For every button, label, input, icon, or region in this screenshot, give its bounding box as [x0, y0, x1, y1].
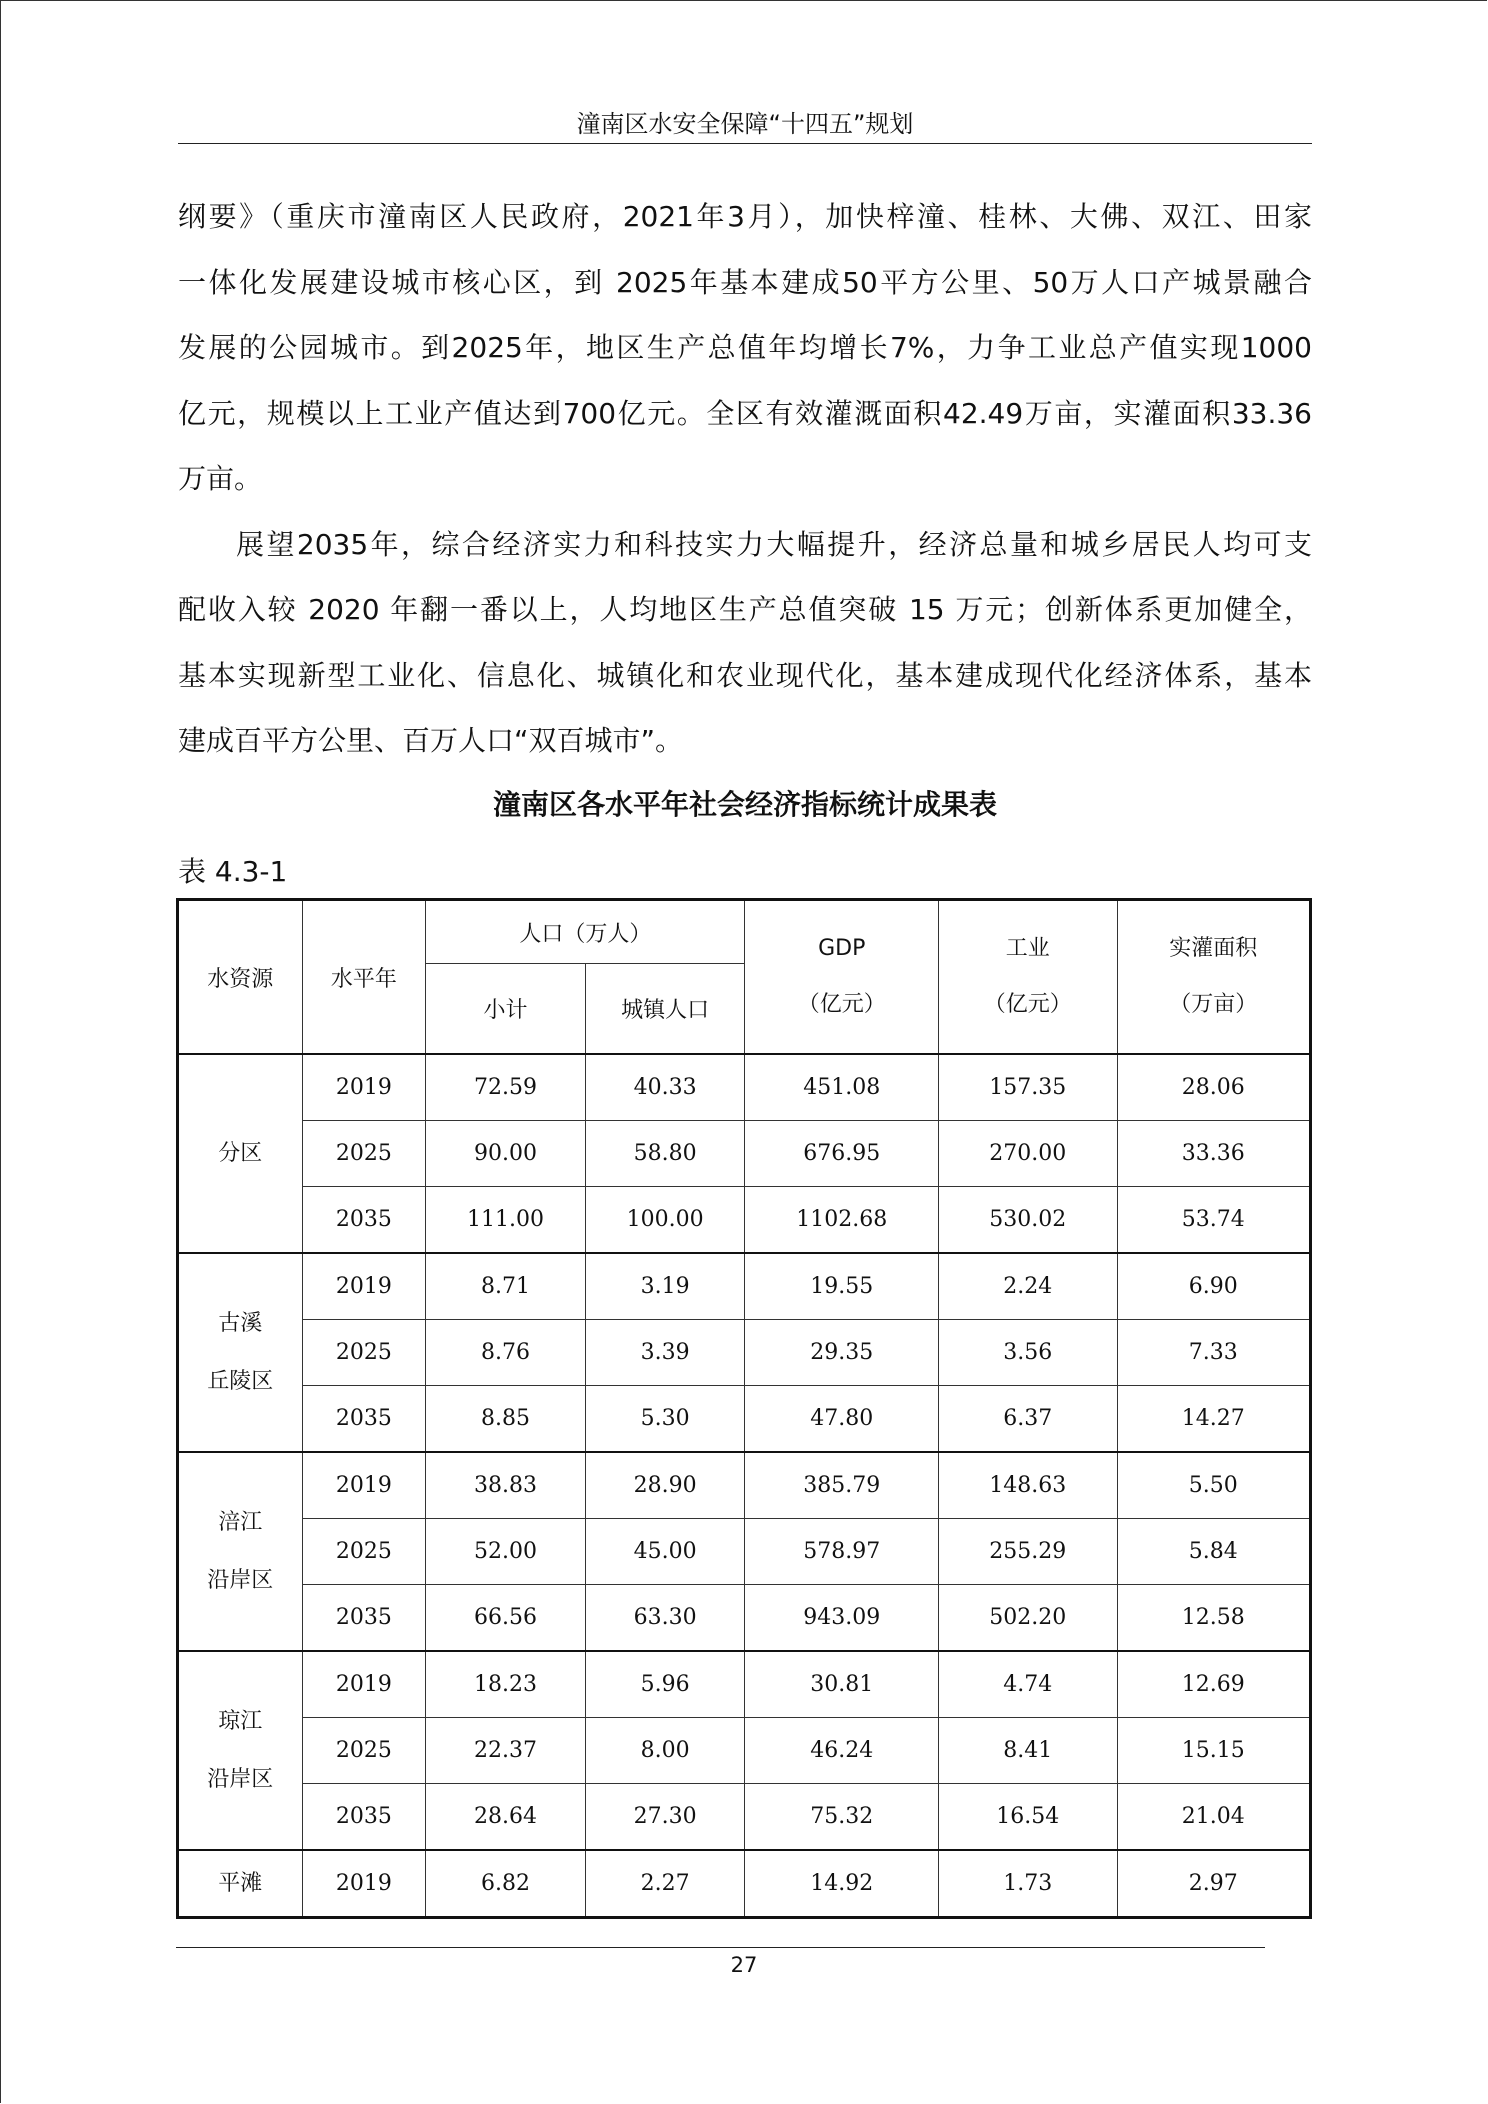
table-cell: 255.29: [939, 1519, 1118, 1585]
table-cell: 5.30: [585, 1386, 745, 1453]
table-cell: 8.00: [585, 1718, 745, 1784]
header-industry-label: 工业: [1005, 936, 1050, 961]
table-cell: 578.97: [745, 1519, 939, 1585]
table-cell: 530.02: [939, 1187, 1118, 1254]
page-number: 27: [730, 1953, 758, 1977]
table-row: [178, 1519, 1311, 1585]
paragraph-line: 展望2035年，综合经济实力和科技实力大幅提升，经济总量和城乡居民人均可支: [236, 527, 1312, 561]
table-cell: 8.76: [426, 1320, 586, 1386]
region-name: 古溪: [218, 1310, 263, 1336]
table-cell: 2.97: [1117, 1850, 1310, 1918]
header-irrigation: [1117, 900, 1310, 1055]
header-urban-population: 城镇人口: [585, 964, 745, 1055]
table-cell: 1.73: [939, 1850, 1118, 1918]
table-cell: 5.50: [1117, 1452, 1310, 1519]
header-irrigation-label: 实灌面积: [1169, 936, 1258, 961]
table-cell: 28.06: [1117, 1054, 1310, 1121]
table-cell: 6.37: [939, 1386, 1118, 1453]
table-cell: 2019: [302, 1253, 426, 1320]
header-population: 人口（万人）: [426, 900, 745, 964]
table-cell: 12.58: [1117, 1585, 1310, 1652]
region-cell: [178, 1253, 303, 1452]
paragraph-line: 配收入较 2020 年翻一番以上，人均地区生产总值突破 15 万元；创新体系更加健全，: [178, 593, 1312, 626]
table-cell: 6.90: [1117, 1253, 1310, 1320]
region-name: 琼江: [218, 1708, 263, 1734]
table-number: 表 4.3-1: [178, 855, 288, 888]
table-cell: 8.71: [426, 1253, 586, 1320]
paragraph-line: 纲要》（重庆市潼南区人民政府，2021年3月），加快梓潼、桂林、大佛、双江、田家: [178, 200, 1312, 233]
table-cell: 270.00: [939, 1121, 1118, 1187]
table-cell: 2.27: [585, 1850, 745, 1918]
table-row: [178, 1054, 1311, 1121]
table-cell: 72.59: [426, 1054, 586, 1121]
table-cell: 12.69: [1117, 1651, 1310, 1718]
table-cell: 676.95: [745, 1121, 939, 1187]
region-name: 平滩: [218, 1870, 263, 1896]
table-cell: 75.32: [745, 1784, 939, 1851]
table-cell: 2025: [302, 1519, 426, 1585]
table-cell: 2025: [302, 1320, 426, 1386]
table-cell: 63.30: [585, 1585, 745, 1652]
table-row: [178, 1452, 1311, 1519]
table-cell: 502.20: [939, 1585, 1118, 1652]
header-industry: [939, 900, 1118, 1055]
paragraph-line: 基本实现新型工业化、信息化、城镇化和农业现代化，基本建成现代化经济体系，基本: [178, 658, 1312, 692]
paragraph-line: 一体化发展建设城市核心区，到 2025年基本建成50平方公里、50万人口产城景融合: [178, 265, 1312, 299]
table-row: [178, 1320, 1311, 1386]
table-cell: 2035: [302, 1585, 426, 1652]
table-cell: 157.35: [939, 1054, 1118, 1121]
table-cell: 5.84: [1117, 1519, 1310, 1585]
table-cell: 18.23: [426, 1651, 586, 1718]
table-cell: 1102.68: [745, 1187, 939, 1254]
table-row: [178, 1253, 1311, 1320]
header-water-source: 水资源: [178, 900, 303, 1055]
table-cell: 3.56: [939, 1320, 1118, 1386]
table-row: [178, 1850, 1311, 1918]
table-row: [178, 1585, 1311, 1652]
table-cell: 16.54: [939, 1784, 1118, 1851]
region-cell: [178, 1651, 303, 1850]
table-cell: 21.04: [1117, 1784, 1310, 1851]
table-cell: 22.37: [426, 1718, 586, 1784]
region-cell: [178, 1054, 303, 1253]
body-text: [178, 196, 1312, 786]
footer-divider: [176, 1947, 1265, 1948]
table-cell: 40.33: [585, 1054, 745, 1121]
table-cell: 8.85: [426, 1386, 586, 1453]
header-irrigation-unit: （万亩）: [1169, 992, 1258, 1017]
table-row: [178, 1386, 1311, 1453]
table-row: [178, 1187, 1311, 1254]
table-cell: 58.80: [585, 1121, 745, 1187]
table-cell: 451.08: [745, 1054, 939, 1121]
table-cell: 29.35: [745, 1320, 939, 1386]
table-cell: 2019: [302, 1452, 426, 1519]
table-cell: 52.00: [426, 1519, 586, 1585]
table-cell: 47.80: [745, 1386, 939, 1453]
table-cell: 14.92: [745, 1850, 939, 1918]
socioeconomic-table: [176, 898, 1312, 1919]
table-cell: 90.00: [426, 1121, 586, 1187]
table-cell: 66.56: [426, 1585, 586, 1652]
table-cell: 2035: [302, 1784, 426, 1851]
table-cell: 14.27: [1117, 1386, 1310, 1453]
table-cell: 30.81: [745, 1651, 939, 1718]
region-name: 涪江: [218, 1509, 263, 1535]
table-cell: 6.82: [426, 1850, 586, 1918]
table-cell: 2025: [302, 1718, 426, 1784]
table-cell: 53.74: [1117, 1187, 1310, 1254]
running-header: 潼南区水安全保障“十四五”规划: [576, 110, 914, 138]
header-divider: [178, 143, 1312, 144]
table-cell: 38.83: [426, 1452, 586, 1519]
table-cell: 8.41: [939, 1718, 1118, 1784]
table-row: [178, 1121, 1311, 1187]
table-cell: 2019: [302, 1651, 426, 1718]
table-cell: 3.39: [585, 1320, 745, 1386]
header-industry-unit: （亿元）: [983, 992, 1072, 1017]
table-cell: 46.24: [745, 1718, 939, 1784]
region-cell: [178, 1452, 303, 1651]
region-name: 沿岸区: [207, 1766, 274, 1792]
header-gdp-label: GDP: [818, 936, 866, 961]
table-cell: 5.96: [585, 1651, 745, 1718]
table-cell: 385.79: [745, 1452, 939, 1519]
table-cell: 28.90: [585, 1452, 745, 1519]
header-gdp: [745, 900, 939, 1055]
table-cell: 2025: [302, 1121, 426, 1187]
paragraph-line: 亿元，规模以上工业产值达到700亿元。全区有效灌溉面积42.49万亩，实灌面积33.36: [178, 396, 1312, 430]
table-cell: 100.00: [585, 1187, 745, 1254]
table-cell: 28.64: [426, 1784, 586, 1851]
header-subtotal: 小计: [426, 964, 586, 1055]
region-name: 分区: [218, 1140, 263, 1166]
table-cell: 2019: [302, 1850, 426, 1918]
paragraph-line: 建成百平方公里、百万人口“双百城市”。: [178, 724, 684, 757]
paragraph-line: 万亩。: [178, 462, 263, 495]
table-cell: 45.00: [585, 1519, 745, 1585]
table-cell: 2035: [302, 1386, 426, 1453]
region-cell: [178, 1850, 303, 1918]
table-cell: 148.63: [939, 1452, 1118, 1519]
header-gdp-unit: （亿元）: [797, 992, 886, 1017]
table-cell: 27.30: [585, 1784, 745, 1851]
paragraph-line: 发展的公园城市。到2025年，地区生产总值年均增长7%，力争工业总产值实现1000: [178, 331, 1312, 364]
region-name: 丘陵区: [207, 1368, 274, 1394]
table-cell: 33.36: [1117, 1121, 1310, 1187]
table-cell: 3.19: [585, 1253, 745, 1320]
table-title: 潼南区各水平年社会经济指标统计成果表: [492, 788, 997, 821]
table-cell: 2019: [302, 1054, 426, 1121]
region-name: 沿岸区: [207, 1567, 274, 1593]
table-row: [178, 1784, 1311, 1851]
table-cell: 2035: [302, 1187, 426, 1254]
table-cell: 19.55: [745, 1253, 939, 1320]
table-cell: 7.33: [1117, 1320, 1310, 1386]
table-cell: 2.24: [939, 1253, 1118, 1320]
table-cell: 943.09: [745, 1585, 939, 1652]
table-cell: 4.74: [939, 1651, 1118, 1718]
table-cell: 15.15: [1117, 1718, 1310, 1784]
table-row: [178, 1651, 1311, 1718]
table-row: [178, 1718, 1311, 1784]
table-cell: 111.00: [426, 1187, 586, 1254]
header-year: 水平年: [302, 900, 426, 1055]
